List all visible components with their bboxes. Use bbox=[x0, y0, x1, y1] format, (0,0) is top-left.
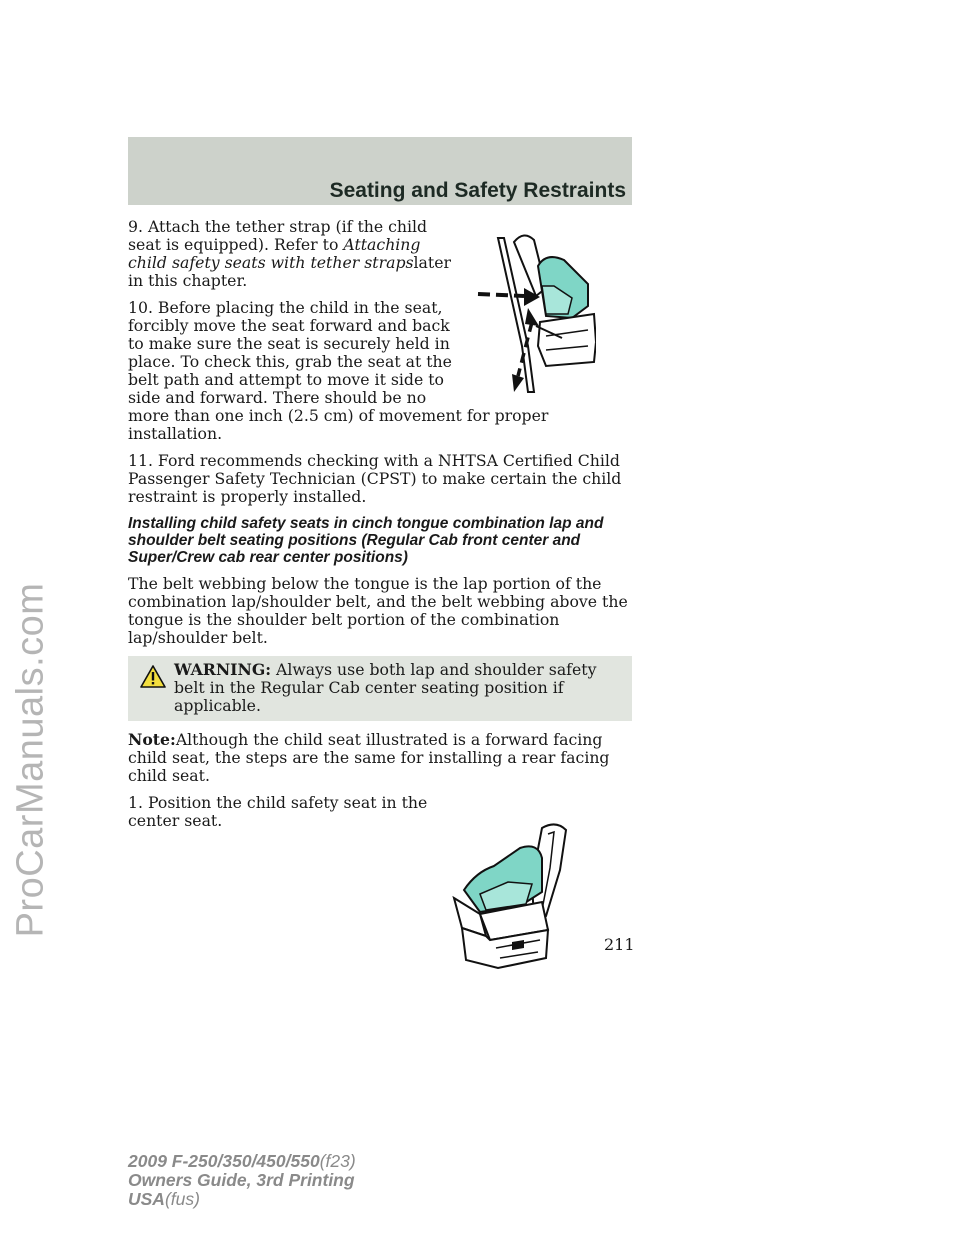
warning-text: Always use both lap and shoulder safety belt in the Regular Cab center seating position if applicable. bbox=[174, 660, 597, 715]
watermark-text: ProCarManuals.com bbox=[9, 582, 52, 938]
footer-model: 2009 F-250/350/450/550 bbox=[128, 1151, 320, 1171]
warning-triangle-icon bbox=[140, 665, 166, 688]
section-title: Seating and Safety Restraints bbox=[329, 179, 626, 202]
footer-market: USA bbox=[128, 1189, 165, 1209]
step-9-tail: later in this chapter. bbox=[128, 253, 451, 290]
center-seat-child-seat-illustration bbox=[450, 820, 586, 970]
step-9-lead: 9. Attach the tether strap (if the child seat is equipped). Refer to bbox=[128, 217, 428, 254]
step-9-reference: Attaching child safety seats with tether straps bbox=[128, 235, 421, 272]
footer bbox=[128, 1152, 356, 1209]
sub-heading: Installing child safety seats in cinch tongue combination lap and shoulder belt seating positions (Regular Cab front center and Super/Crew cab rear center positions) bbox=[128, 515, 604, 566]
footer-model-code: (f23) bbox=[319, 1151, 356, 1171]
step-11: 11. Ford recommends checking with a NHTSA Certified Child Passenger Safety Technician (CPST) to make certain the child restraint is properly installed. bbox=[128, 451, 622, 506]
footer-market-code: (fus) bbox=[164, 1189, 200, 1209]
step-1: 1. Position the child safety seat in the center seat. bbox=[128, 793, 428, 830]
footer-line-3 bbox=[128, 1190, 356, 1209]
note bbox=[128, 731, 632, 785]
note-text: Although the child seat illustrated is a forward facing child seat, the steps are the same for installing a rear facing child seat. bbox=[128, 730, 610, 785]
watermark bbox=[4, 280, 58, 1240]
page-content bbox=[128, 218, 632, 974]
child-seat-movement-illustration bbox=[476, 226, 596, 396]
page-number: 211 bbox=[604, 935, 635, 954]
note-label: Note: bbox=[128, 730, 176, 749]
belt-paragraph: The belt webbing below the tongue is the lap portion of the combination lap/shoulder belt, and the belt webbing above the tongue is the shoulder belt portion of the combination lap/shoulder belt. bbox=[128, 574, 628, 647]
footer-line-1 bbox=[128, 1152, 356, 1171]
step-10: 10. Before placing the child in the seat, forcibly move the seat forward and back to make sure the seat is securely held in place. To check this, grab the seat at the belt path and attempt to move it side to side and forward. There should be no more than one inch (2.5 cm) of movement for proper installation. bbox=[128, 298, 549, 443]
warning-box bbox=[128, 656, 632, 721]
warning-label: WARNING: bbox=[174, 660, 272, 679]
footer-line-2: Owners Guide, 3rd Printing bbox=[128, 1170, 355, 1190]
section-header bbox=[128, 137, 632, 205]
